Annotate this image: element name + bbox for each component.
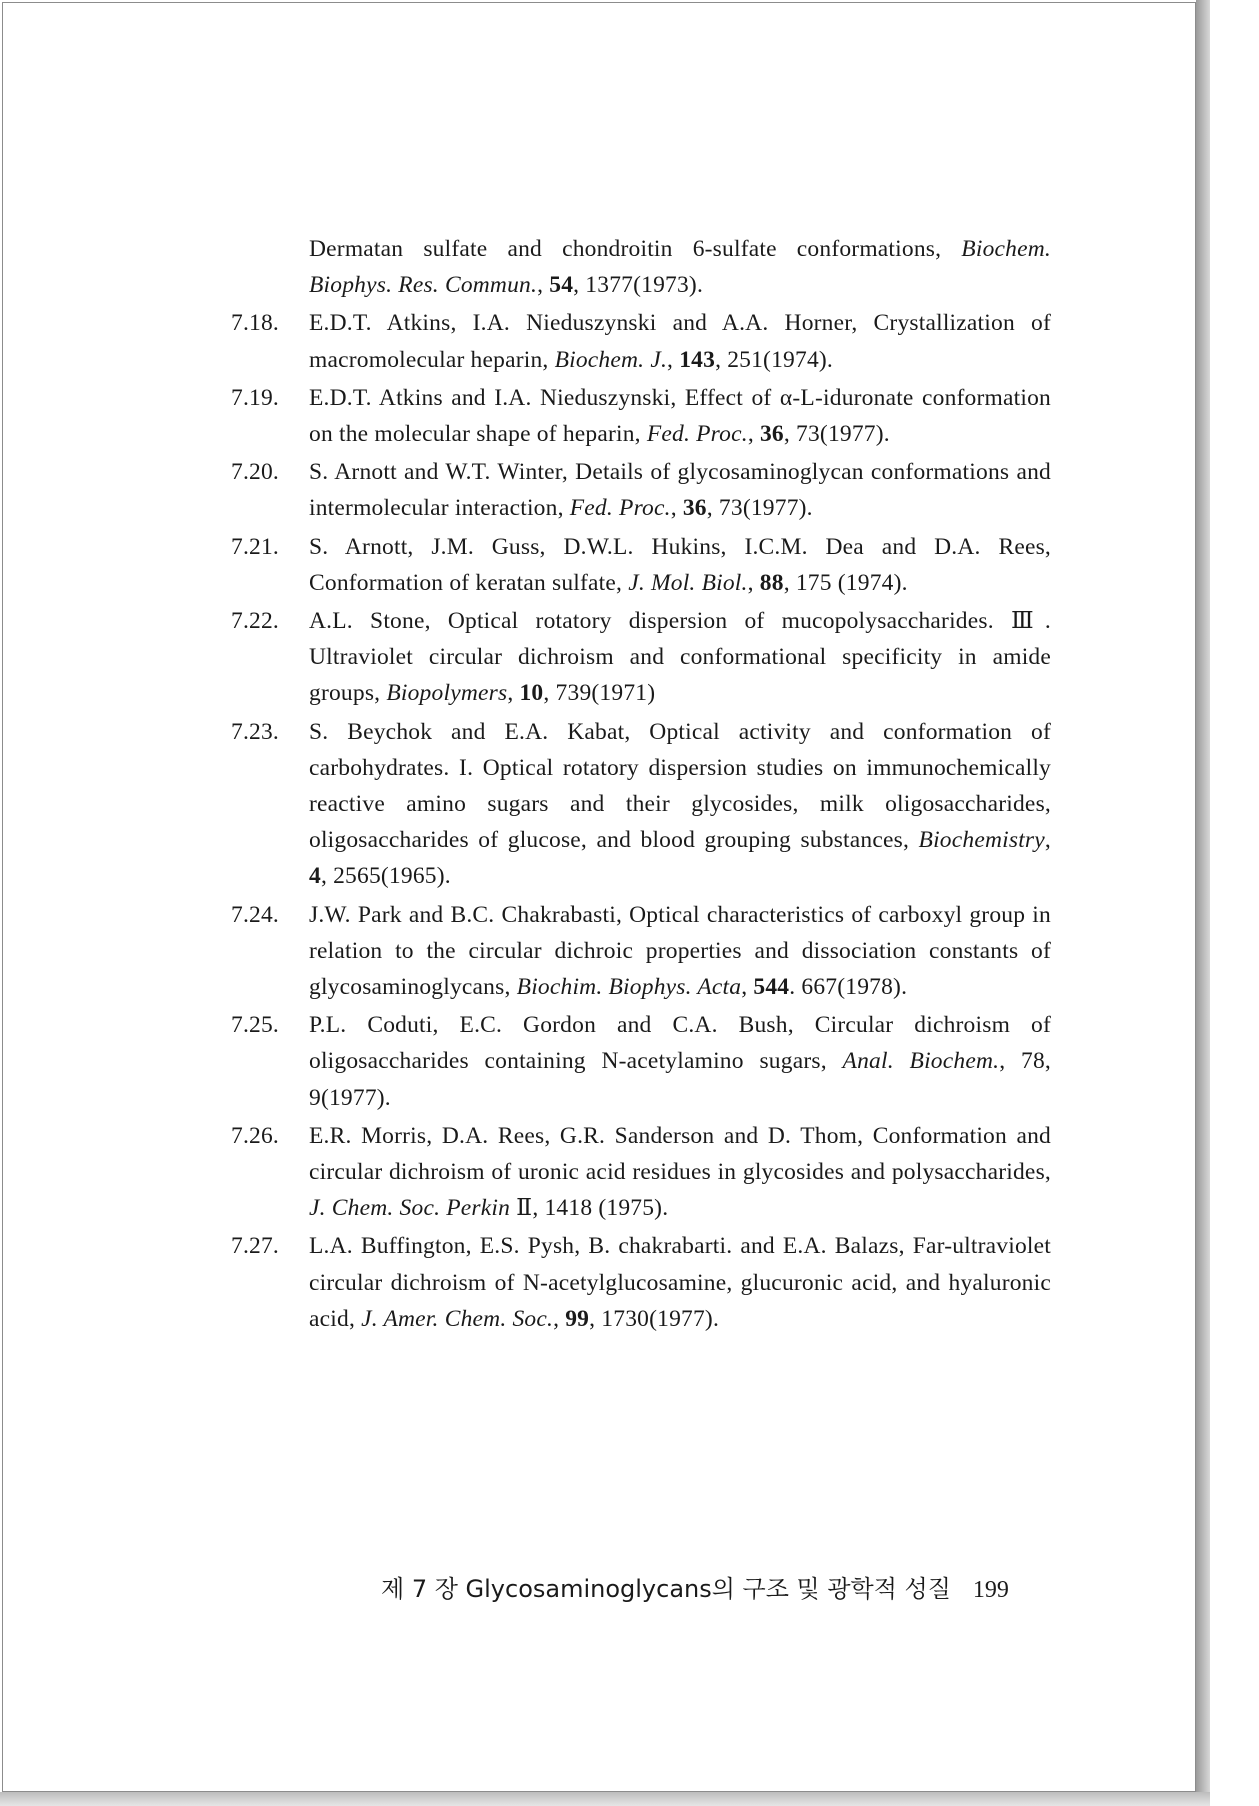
separator: , [747,421,760,448]
page-edge-shadow-right [1196,0,1210,1806]
journal-title: J. Mol. Biol. [628,569,748,596]
journal-title: Biochim. Biophys. Acta [516,974,742,1001]
reference-item [231,305,1051,377]
separator: , [670,495,683,522]
separator: , [1044,827,1051,854]
reference-number: 7.24. [231,901,279,928]
reference-item [231,1007,1051,1116]
separator: , [741,974,754,1001]
volume: 54 [549,272,574,299]
separator: , [667,346,680,373]
reference-text: S. Arnott and W.T. Winter, Details of glycosaminoglycan conformations and intermolecular interaction, [309,459,1051,522]
journal-title: Anal. Biochem. [842,1048,1000,1075]
reference-item [231,714,1051,895]
pages-year: , 1377(1973). [573,272,704,299]
reference-item [231,897,1051,1006]
journal-title: Biochem. J. [554,346,668,373]
pages-year: , 1730(1977). [589,1305,720,1332]
document-page [2,2,1196,1792]
reference-item [231,454,1051,526]
volume: 36 [682,495,707,522]
volume: 36 [759,421,784,448]
separator: , [537,272,550,299]
volume: 99 [565,1305,590,1332]
separator: , [553,1305,566,1332]
reference-item [231,1228,1051,1337]
volume: 544 [753,974,790,1001]
reference-item [231,380,1051,452]
journal-title: J. Amer. Chem. Soc. [361,1305,554,1332]
volume: 143 [679,346,716,373]
reference-item [231,529,1051,601]
reference-text: S. Arnott, J.M. Guss, D.W.L. Hukins, I.C.M. Dea and D.A. Rees, Conformation of keratan sulfate, [309,533,1051,596]
reference-list [231,231,1051,1339]
volume: 88 [759,569,784,596]
reference-text: E.D.T. Atkins, I.A. Nieduszynski and A.A. Horner, Crystallization of macromolecular heparin, [309,310,1051,373]
journal-title: J. Chem. Soc. Perkin [309,1195,511,1222]
pages-year: , 739(1971) [543,680,656,707]
reference-number: 7.26. [231,1122,279,1149]
pages-year: , 78, 9(1977). [309,1048,1051,1111]
reference-number: 7.27. [231,1233,279,1260]
reference-text: P.L. Coduti, E.C. Gordon and C.A. Bush, Circular dichroism of oligosaccharides containing N-acetylamino sugars, [309,1012,1051,1075]
pages-year: Ⅱ, 1418 (1975). [510,1195,669,1222]
reference-number: 7.22. [231,608,279,635]
journal-title: Fed. Proc. [569,495,671,522]
reference-item [231,231,1051,303]
reference-text: L.A. Buffington, E.S. Pysh, B. chakrabarti. and E.A. Balazs, Far-ultraviolet circular dichroism of N-acetylglucosamine, glucuronic acid, and hyaluronic acid, [309,1233,1051,1332]
pages-year: , 175 (1974). [783,569,908,596]
pages-year: , 251(1974). [715,346,833,373]
journal-title: Biochemistry [918,827,1045,854]
reference-number: 7.25. [231,1012,279,1039]
reference-number: 7.23. [231,718,279,745]
separator: , [507,680,520,707]
running-head: 제 7 장 Glycosaminoglycans의 구조 및 광학적 성질 [381,1575,951,1603]
reference-text: Dermatan sulfate and chondroitin 6-sulfate conformations, [309,236,962,262]
page-number: 199 [972,1577,1009,1603]
reference-number: 7.18. [231,310,279,337]
pages-year: , 2565(1965). [320,863,451,890]
volume: 4 [309,863,321,890]
reference-number: 7.19. [231,384,279,411]
page-edge-shadow-bottom [0,1792,1210,1806]
journal-title: Biopolymers [386,680,508,707]
journal-title: Biochem. Biophys. Res. Commun. [309,236,1051,299]
reference-item [231,603,1051,712]
reference-number: 7.21. [231,533,279,560]
separator: , [747,569,760,596]
reference-text: A.L. Stone, Optical rotatory dispersion of mucopolysaccharides. Ⅲ. Ultraviolet circular dichroism and conformational specificity in amide groups, [309,608,1051,707]
reference-text: S. Beychok and E.A. Kabat, Optical activity and conformation of carbohydrates. I. Optical rotatory dispersion studies on immunochemically reactive amino sugars and their glycosides, milk oligosaccharides, oligosaccharides of glucose, and blood grouping substances, [309,718,1051,854]
reference-number: 7.20. [231,459,279,486]
page-footer [381,1574,1021,1605]
volume: 10 [519,680,544,707]
pages-year: , 73(1977). [783,421,890,448]
journal-title: Fed. Proc. [646,421,748,448]
reference-text: E.D.T. Atkins and I.A. Nieduszynski, Effect of α-L-iduronate conformation on the molecular shape of heparin, [309,384,1051,448]
pages-year: , 73(1977). [706,495,813,522]
reference-text: E.R. Morris, D.A. Rees, G.R. Sanderson and D. Thom, Conformation and circular dichroism of uronic acid residues in glycosides and polysaccharides, [309,1122,1051,1186]
reference-text: J.W. Park and B.C. Chakrabasti, Optical characteristics of carboxyl group in relation to the circular dichroic properties and dissociation constants of glycosaminoglycans, [309,901,1051,1001]
reference-item [231,1118,1051,1227]
pages-year: . 667(1978). [789,974,908,1001]
